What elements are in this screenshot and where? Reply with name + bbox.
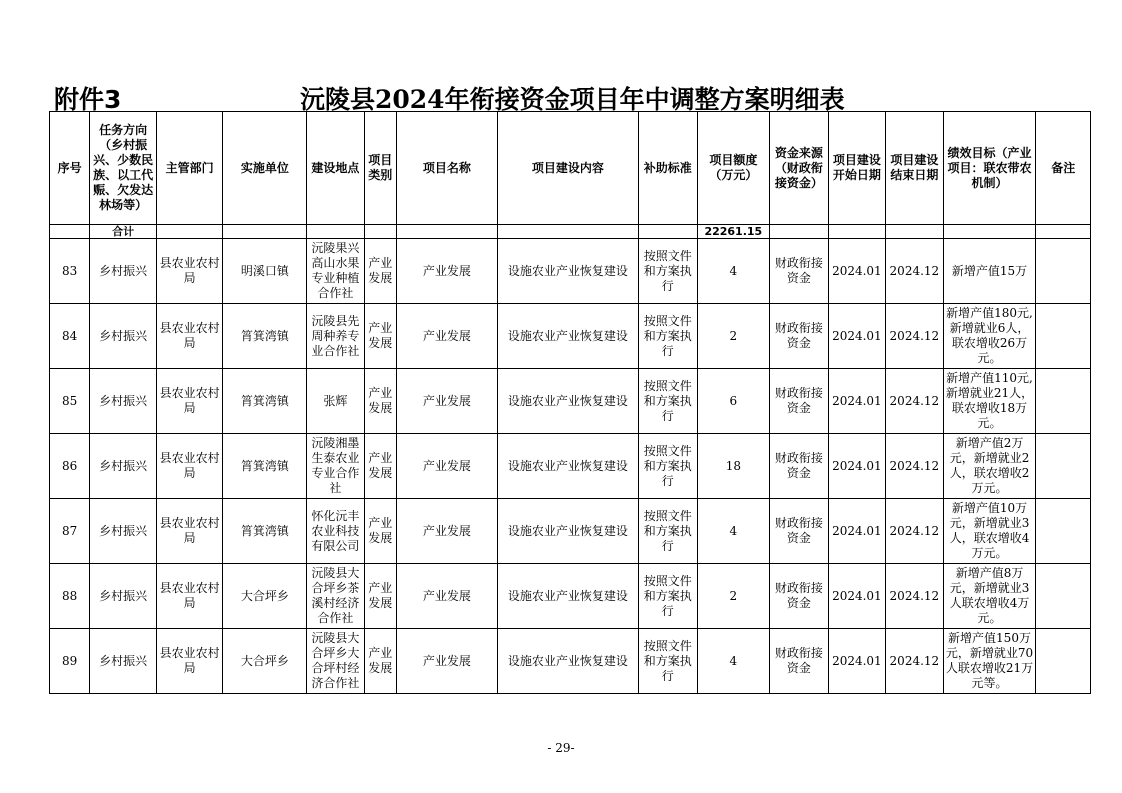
cell-unit: 筲箕湾镇 [223, 499, 307, 564]
total-amount: 22261.15 [697, 225, 770, 239]
cell-standard: 按照文件和方案执行 [639, 434, 698, 499]
cell-content: 设施农业产业恢复建设 [497, 629, 638, 694]
cell-goal: 新增产值2万元，新增就业2人，联农增收2万元。 [943, 434, 1036, 499]
cell-amount: 2 [697, 304, 770, 369]
attachment-label: 附件3 [54, 85, 122, 114]
cell-unit: 明溪口镇 [223, 239, 307, 304]
cell-direction: 乡村振兴 [90, 434, 157, 499]
cell-note [1036, 564, 1091, 629]
column-header: 资金来源（财政衔接资金） [770, 112, 829, 225]
cell-end: 2024.12 [886, 434, 943, 499]
cell-start: 2024.01 [828, 239, 885, 304]
cell-start: 2024.01 [828, 629, 885, 694]
table-row [50, 434, 1091, 499]
cell-unit: 筲箕湾镇 [223, 304, 307, 369]
cell-content: 设施农业产业恢复建设 [497, 434, 638, 499]
cell-note [1036, 304, 1091, 369]
table-row [50, 629, 1091, 694]
column-header: 项目建设内容 [497, 112, 638, 225]
cell-no: 84 [50, 304, 90, 369]
cell-direction: 乡村振兴 [90, 239, 157, 304]
column-header: 备注 [1036, 112, 1091, 225]
cell-dept: 县农业农村局 [156, 564, 223, 629]
cell-name: 产业发展 [396, 564, 497, 629]
cell-goal: 新增产值180元,新增就业6人，联农增收26万元。 [943, 304, 1036, 369]
cell-source: 财政衔接资金 [770, 564, 829, 629]
cell-unit: 大合坪乡 [223, 629, 307, 694]
cell-category: 产业发展 [364, 499, 396, 564]
cell-end: 2024.12 [886, 564, 943, 629]
cell-amount: 18 [697, 434, 770, 499]
detail-table [49, 111, 1091, 694]
cell-category: 产业发展 [364, 564, 396, 629]
cell-direction: 乡村振兴 [90, 499, 157, 564]
column-header: 实施单位 [223, 112, 307, 225]
cell-source: 财政衔接资金 [770, 499, 829, 564]
cell-source: 财政衔接资金 [770, 434, 829, 499]
cell-note [1036, 239, 1091, 304]
cell-note [1036, 434, 1091, 499]
cell-category: 产业发展 [364, 434, 396, 499]
cell-standard: 按照文件和方案执行 [639, 369, 698, 434]
cell-standard: 按照文件和方案执行 [639, 304, 698, 369]
cell-category: 产业发展 [364, 239, 396, 304]
cell-standard: 按照文件和方案执行 [639, 239, 698, 304]
cell-unit: 大合坪乡 [223, 564, 307, 629]
cell-start: 2024.01 [828, 304, 885, 369]
column-header: 绩效目标（产业项目：联农带农机制） [943, 112, 1036, 225]
table-row [50, 499, 1091, 564]
cell-no: 88 [50, 564, 90, 629]
cell-category: 产业发展 [364, 369, 396, 434]
cell-name: 产业发展 [396, 369, 497, 434]
cell-goal: 新增产值110元,新增就业21人，联农增收18万元。 [943, 369, 1036, 434]
cell-goal: 新增产值150万元，新增就业70人联农增收21万元等。 [943, 629, 1036, 694]
page-number: - 29- [547, 741, 575, 755]
cell-dept: 县农业农村局 [156, 239, 223, 304]
cell-goal: 新增产值10万元，新增就业3人，联农增收4万元。 [943, 499, 1036, 564]
cell-end: 2024.12 [886, 629, 943, 694]
column-header: 序号 [50, 112, 90, 225]
cell-source: 财政衔接资金 [770, 369, 829, 434]
total-label: 合计 [90, 225, 157, 239]
cell-amount: 6 [697, 369, 770, 434]
cell-location: 怀化沅丰农业科技有限公司 [307, 499, 364, 564]
cell-standard: 按照文件和方案执行 [639, 499, 698, 564]
total-row [50, 225, 1091, 239]
cell-start: 2024.01 [828, 434, 885, 499]
cell-goal: 新增产值8万元，新增就业3人联农增收4万元。 [943, 564, 1036, 629]
cell-content: 设施农业产业恢复建设 [497, 239, 638, 304]
cell-amount: 4 [697, 499, 770, 564]
cell-name: 产业发展 [396, 239, 497, 304]
cell-end: 2024.12 [886, 239, 943, 304]
cell-no: 87 [50, 499, 90, 564]
cell-unit: 筲箕湾镇 [223, 434, 307, 499]
cell-content: 设施农业产业恢复建设 [497, 499, 638, 564]
cell-no: 83 [50, 239, 90, 304]
cell-amount: 4 [697, 239, 770, 304]
cell-direction: 乡村振兴 [90, 369, 157, 434]
cell-dept: 县农业农村局 [156, 629, 223, 694]
cell-end: 2024.12 [886, 304, 943, 369]
column-header: 项目建设开始日期 [828, 112, 885, 225]
cell-source: 财政衔接资金 [770, 304, 829, 369]
cell-end: 2024.12 [886, 499, 943, 564]
column-header: 项目名称 [396, 112, 497, 225]
column-header: 任务方向（乡村振兴、少数民族、以工代赈、欠发达林场等） [90, 112, 157, 225]
cell-dept: 县农业农村局 [156, 304, 223, 369]
cell-direction: 乡村振兴 [90, 304, 157, 369]
cell-content: 设施农业产业恢复建设 [497, 304, 638, 369]
cell-standard: 按照文件和方案执行 [639, 629, 698, 694]
cell-dept: 县农业农村局 [156, 499, 223, 564]
cell-category: 产业发展 [364, 629, 396, 694]
total-cell [50, 225, 90, 239]
cell-note [1036, 629, 1091, 694]
cell-location: 沅陵县大合坪乡大合坪村经济合作社 [307, 629, 364, 694]
cell-category: 产业发展 [364, 304, 396, 369]
cell-unit: 筲箕湾镇 [223, 369, 307, 434]
cell-start: 2024.01 [828, 369, 885, 434]
cell-no: 85 [50, 369, 90, 434]
cell-location: 张辉 [307, 369, 364, 434]
cell-direction: 乡村振兴 [90, 564, 157, 629]
cell-dept: 县农业农村局 [156, 434, 223, 499]
table-row [50, 564, 1091, 629]
cell-name: 产业发展 [396, 629, 497, 694]
column-header: 补助标准 [639, 112, 698, 225]
cell-no: 86 [50, 434, 90, 499]
cell-dept: 县农业农村局 [156, 369, 223, 434]
cell-standard: 按照文件和方案执行 [639, 564, 698, 629]
column-header: 项目额度（万元） [697, 112, 770, 225]
cell-source: 财政衔接资金 [770, 239, 829, 304]
cell-name: 产业发展 [396, 304, 497, 369]
cell-name: 产业发展 [396, 434, 497, 499]
table-row [50, 304, 1091, 369]
cell-location: 沅陵县先周种养专业合作社 [307, 304, 364, 369]
cell-note [1036, 369, 1091, 434]
page-title: 沅陵县2024年衔接资金项目年中调整方案明细表 [300, 85, 845, 114]
column-header: 建设地点 [307, 112, 364, 225]
cell-content: 设施农业产业恢复建设 [497, 564, 638, 629]
column-header: 主管部门 [156, 112, 223, 225]
cell-location: 沅陵湘墨生泰农业专业合作社 [307, 434, 364, 499]
table-row [50, 239, 1091, 304]
cell-amount: 2 [697, 564, 770, 629]
cell-source: 财政衔接资金 [770, 629, 829, 694]
cell-end: 2024.12 [886, 369, 943, 434]
table-row [50, 369, 1091, 434]
column-header: 项目类别 [364, 112, 396, 225]
cell-location: 沅陵县大合坪乡茶溪村经济合作社 [307, 564, 364, 629]
cell-amount: 4 [697, 629, 770, 694]
cell-name: 产业发展 [396, 499, 497, 564]
header-row [50, 112, 1091, 225]
cell-direction: 乡村振兴 [90, 629, 157, 694]
cell-start: 2024.01 [828, 499, 885, 564]
cell-start: 2024.01 [828, 564, 885, 629]
cell-content: 设施农业产业恢复建设 [497, 369, 638, 434]
cell-no: 89 [50, 629, 90, 694]
cell-note [1036, 499, 1091, 564]
cell-goal: 新增产值15万 [943, 239, 1036, 304]
cell-location: 沅陵果兴高山水果专业种植合作社 [307, 239, 364, 304]
column-header: 项目建设结束日期 [886, 112, 943, 225]
